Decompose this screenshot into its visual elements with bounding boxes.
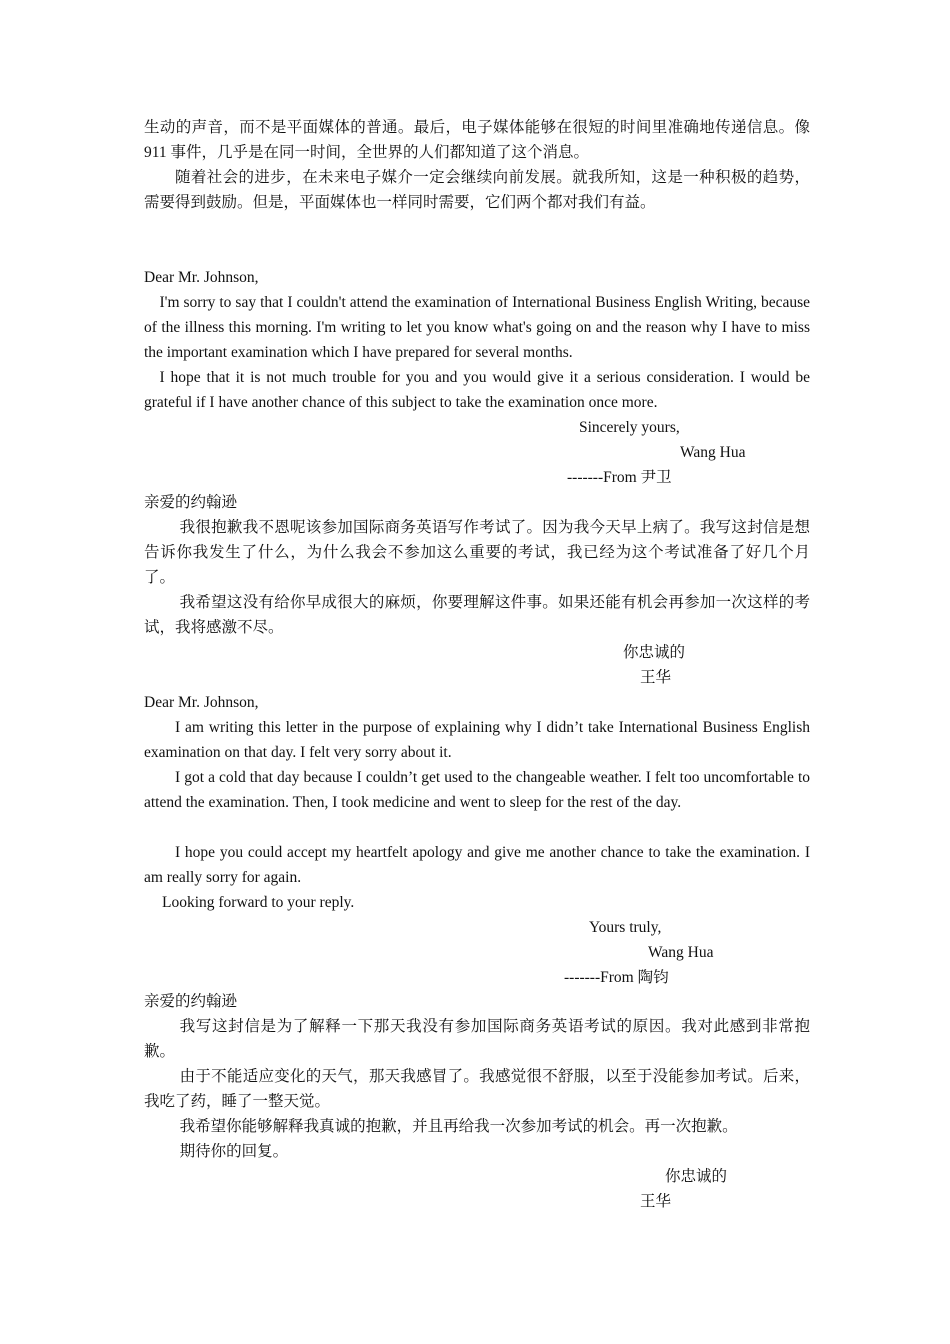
letter-signature: Wang Hua xyxy=(648,944,714,961)
letter-paragraph: 由于不能适应变化的天气，那天我感冒了。我感觉很不舒服，以至于没能参加考试。后来，我吃了药，睡了一整天觉。 xyxy=(144,1068,810,1110)
letter-paragraph: I am writing this letter in the purpose of explaining why I didn’t take International Business English examination on that day. I felt very sorry about it. xyxy=(144,719,810,761)
letter-from: -------From 尹卫 xyxy=(567,469,672,486)
letter-salutation: 亲爱的约翰逊 xyxy=(144,993,238,1010)
letter-paragraph: Looking forward to your reply. xyxy=(162,894,355,911)
letter-paragraph: 我希望这没有给你早成很大的麻烦，你要理解这件事。如果还能有机会再参加一次这样的考试，我将感激不尽。 xyxy=(144,594,810,636)
letter-closing: Yours truly, xyxy=(589,919,662,936)
letter-paragraph: 我希望你能够解释我真诚的抱歉，并且再给我一次参加考试的机会。再一次抱歉。 xyxy=(179,1118,738,1135)
letter-closing: Sincerely yours, xyxy=(579,419,680,436)
letter-paragraph: I hope that it is not much trouble for you and you would give it a serious consideration. I would be grateful if I have another chance of this subject to take the examination once more. xyxy=(144,369,810,411)
letter-signature: Wang Hua xyxy=(680,444,746,461)
letter-salutation: 亲爱的约翰逊 xyxy=(144,494,238,511)
letter-paragraph: 期待你的回复。 xyxy=(179,1143,289,1160)
letter-salutation: Dear Mr. Johnson, xyxy=(144,694,259,711)
letter-closing: 你忠诚的 xyxy=(623,644,686,661)
letter-paragraph: I hope you could accept my heartfelt apology and give me another chance to take the examination. I am really sorry for again. xyxy=(144,844,810,886)
letter-paragraph: 我很抱歉我不恩呢该参加国际商务英语写作考试了。因为我今天早上病了。我写这封信是想告诉你我发生了什么，为什么我会不参加这么重要的考试，我已经为这个考试准备了好几个月了。 xyxy=(144,519,810,586)
letter-paragraph: 我写这封信是为了解释一下那天我没有参加国际商务英语考试的原因。我对此感到非常抱歉。 xyxy=(144,1018,810,1060)
essay-paragraph: 生动的声音，而不是平面媒体的普通。最后，电子媒体能够在很短的时间里准确地传递信息。像 911 事件，几乎是在同一时间，全世界的人们都知道了这个消息。 xyxy=(144,119,810,161)
essay-paragraph: 随着社会的进步，在未来电子媒介一定会继续向前发展。就我所知，这是一种积极的趋势，需要得到鼓励。但是，平面媒体也一样同时需要，它们两个都对我们有益。 xyxy=(144,169,810,211)
letter-from: -------From 陶钧 xyxy=(564,969,669,986)
letter-paragraph: I'm sorry to say that I couldn't attend the examination of International Business English Writing, because of the illness this morning. I'm writing to let you know what's going on and the reason why I have to miss the important examination which I have prepared for several months. xyxy=(144,294,810,361)
letter-salutation: Dear Mr. Johnson, xyxy=(144,269,259,286)
letter-paragraph: I got a cold that day because I couldn’t get used to the changeable weather. I felt too uncomfortable to attend the examination. Then, I took medicine and went to sleep for the rest of the day. xyxy=(144,769,810,811)
letter-signature: 王华 xyxy=(640,1193,672,1210)
letter-signature: 王华 xyxy=(640,669,672,686)
letter-closing: 你忠诚的 xyxy=(665,1168,728,1185)
